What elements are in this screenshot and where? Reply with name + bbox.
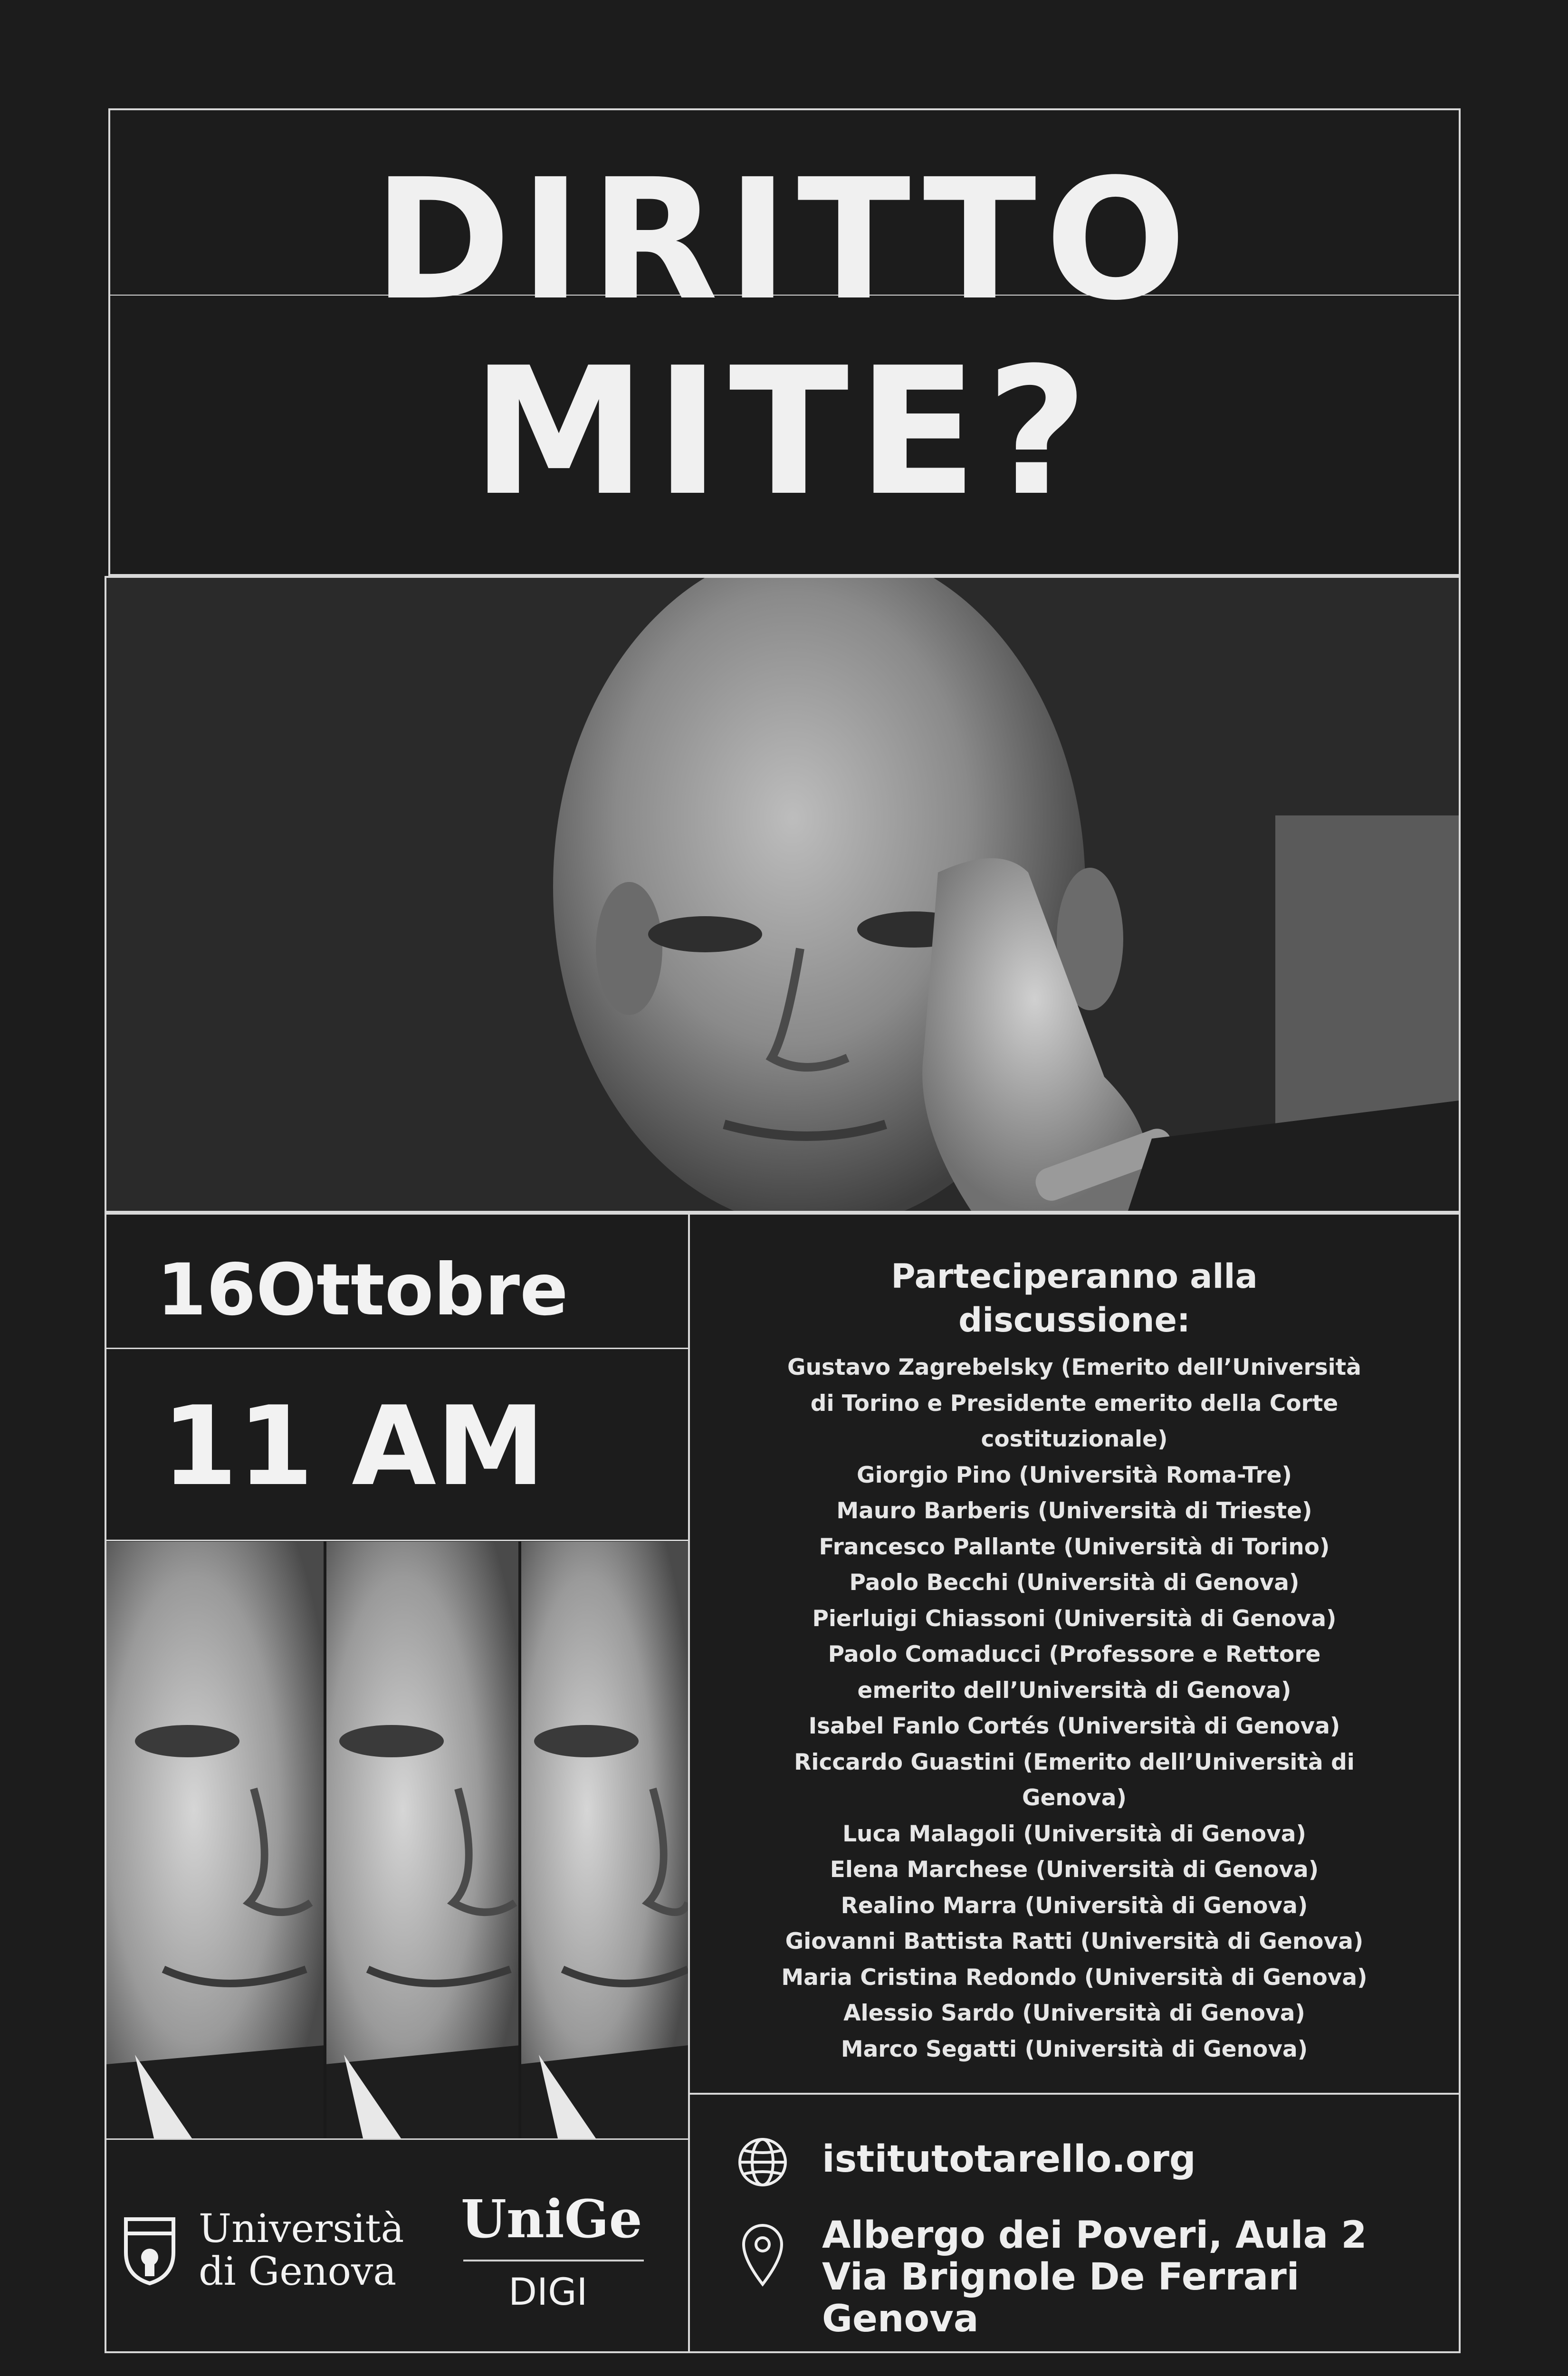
participant-line: costituzionale) [981, 1426, 1168, 1452]
title-line-1: DIRITTO [373, 143, 1195, 337]
participant-line: Gustavo Zagrebelsky (Emerito dell’Università [787, 1354, 1361, 1380]
participant-line: Paolo Becchi (Università di Genova) [849, 1570, 1300, 1596]
globe-icon [736, 2136, 789, 2188]
participant-line: Giorgio Pino (Università Roma-Tre) [857, 1462, 1292, 1488]
participant-line: Giovanni Battista Ratti (Università di Genova) [785, 1928, 1364, 1954]
portrait-illustration [106, 578, 1459, 1211]
participant-line: Marco Segatti (Università di Genova) [841, 2036, 1308, 2062]
map-pin-icon [739, 2222, 786, 2288]
participant-line: Francesco Pallante (Università di Torino) [819, 1533, 1330, 1560]
panel-heading-line-1: Parteciperanno alla [891, 1257, 1258, 1296]
university-shield-icon [121, 2214, 178, 2286]
participant-line: Realino Marra (Università di Genova) [841, 1892, 1308, 1919]
address-line-2: Via Brignole De Ferrari [822, 2256, 1300, 2299]
date-divider [105, 1348, 690, 1350]
address-line-3: Genova [822, 2298, 979, 2340]
portrait-strip [106, 1542, 688, 2138]
participant-line: Maria Cristina Redondo (Università di Genova) [781, 1964, 1367, 1991]
participant-line: Alessio Sardo (Università di Genova) [843, 2000, 1305, 2026]
event-time: 11 AM [162, 1383, 545, 1510]
participant-line: emerito dell’Università di Genova) [857, 1677, 1291, 1704]
panel-heading-line-2: discussione: [958, 1301, 1190, 1340]
participant-line: Luca Malagoli (Università di Genova) [842, 1820, 1306, 1847]
participant-line: Genova) [1022, 1785, 1127, 1811]
university-name-line-1: Università [199, 2206, 404, 2251]
unige-logo-rule [463, 2260, 644, 2261]
university-name-line-2: di Genova [199, 2249, 397, 2294]
website-link[interactable]: istitutotarello.org [822, 2138, 1196, 2181]
participant-line: Isabel Fanlo Cortés (Università di Genova) [808, 1713, 1340, 1739]
participant-line: Pierluigi Chiassoni (Università di Genova) [812, 1605, 1337, 1632]
portrait-strip-illustration [106, 1542, 688, 2138]
unige-logo-text: UniGe [461, 2188, 642, 2250]
participant-line: di Torino e Presidente emerito della Corte [810, 1390, 1339, 1417]
title-line-2: MITE? [471, 330, 1097, 535]
event-date: 16Ottobre [157, 1249, 568, 1332]
address-line-1: Albergo dei Poveri, Aula 2 [822, 2214, 1367, 2257]
participant-line: Elena Marchese (Università di Genova) [830, 1857, 1319, 1883]
participant-line: Paolo Comaducci (Professore e Rettore [828, 1641, 1321, 1667]
participant-line: Riccardo Guastini (Emerito dell’Università di [794, 1749, 1355, 1775]
participants-list [690, 1350, 1459, 2067]
participant-line: Mauro Barberis (Università di Trieste) [836, 1498, 1312, 1524]
main-photo [106, 578, 1459, 1211]
participants-panel [690, 1255, 1459, 2091]
logo-divider [105, 2138, 690, 2140]
digi-logo-text: DIGI [508, 2271, 588, 2314]
